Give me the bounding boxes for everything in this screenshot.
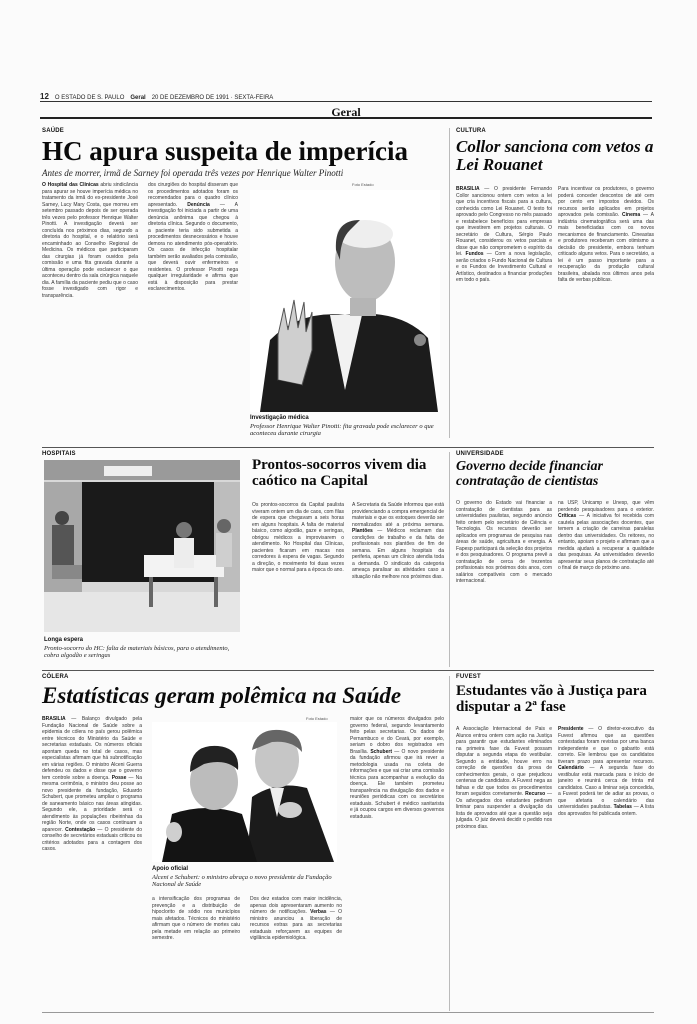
- prontos-body-column-1: Os prontos-socorros da Capital paulista viveram ontem um dia de caos, com filas de espera que chegavam a seis horas em alguns hospitais. A falta de material básico, como algodão, gaze e seringas, obrigou médicos a improvisarem o atendimento. No Hospital das Clínicas, pacientes ficaram em macas nos corredores à espera de vagas. Segundo a direção, o movimento foi duas vezes maior que o normal para a época do ano.: [252, 502, 344, 573]
- column-rule-bottom: [449, 676, 450, 1011]
- hc-caption-title: Investigação médica: [250, 415, 309, 421]
- cientistas-kicker: UNIVERSIDADE: [456, 451, 504, 457]
- row-rule-2: [42, 670, 654, 671]
- page-number: 12: [40, 92, 49, 101]
- hc-photo-pinotti: [250, 190, 440, 412]
- cientistas-body-column-2: na USP, Unicamp e Unesp, que vêm perdendo pesquisadores para o exterior. Críticas — A iniciativa foi recebida com cautela pelas associações docentes, que temem a criação de carreiras paralelas dentro das universidades. Os reitores, no entanto, apoiam o projeto e afirmam que a medida ajudará a recuperar a qualidade das pesquisas. As universidades deverão apresentar seus planos de contratação até o final de março do próximo ano.: [558, 500, 654, 571]
- hc-body-column-1: O Hospital das Clínicas abriu sindicância para apurar se houve imperícia médica no tratamento da irmã do ex-presidente José Sarney, Lucy Mary Costa, que morreu em setembro passado depois de ser operada três vezes pelo professor Henrique Walter Pinotti. A investigação deverá ser concluída nos próximos dias, segundo a diretoria do hospital, e o relatório será encaminhado ao Conselho Regional de Medicina. Os médicos que participaram das cirurgias já foram ouvidos pela comissão e uma fita gravada durante a última operação pode esclarecer o que aconteceu dentro da sala cirúrgica naquele dia. A família da paciente pediu que o caso fosse investigado com rigor e transparência.: [42, 182, 138, 299]
- masthead-paper-name: O ESTADO DE S. PAULO: [54, 95, 125, 101]
- estatisticas-caption: Alceni e Schubert: o ministro abraça o novo presidente da Fundação Nacional de Saúde: [152, 874, 332, 889]
- hc-dek: Antes de morrer, irmã de Sarney foi operada três vezes por Henrique Walter Pinotti: [42, 168, 344, 178]
- hc-kicker: SAÚDE: [42, 128, 65, 134]
- rouanet-body-column-1: BRASÍLIA — O presidente Fernando Collor sancionou ontem com vetos a lei que cria incentivos fiscais para a cultura, conhecida como Lei Rouanet. O texto foi aprovado pelo Congresso no mês passado e restabelece benefícios para empresas que investirem em projetos culturais. O secretário de Cultura, Sérgio Paulo Rouanet, considerou os vetos parciais e disse que não comprometem o espírito da lei. Fundos — Com a nova legislação, serão criados o Fundo Nacional de Cultura e os Fundos de Investimento Cultural e Artístico, destinados a financiar produções em todo o país.: [456, 186, 552, 283]
- estatisticas-body-column-4: maior que os números divulgados pelo governo federal, segundo levantamento feito pelas secretarias. Os dados de Pernambuco e do Ceará, por exemplo, seriam o dobro dos registrados em Brasília. Schubert — O novo presidente da fundação afirmou que irá rever a metodologia usada na coleta de informações e que vai criar uma comissão técnica para acompanhar a evolução da doença. Ele também prometeu transparência na divulgação dos dados e reuniões periódicas com os secretários estaduais. Schubert é médico sanitarista e já ocupou cargos em diversos governos estaduais.: [350, 716, 444, 820]
- fuvest-body-column-1: A Associação Internacional de Pais e Alunos entrou ontem com ação na Justiça para garantir que estudantes eliminados na primeira fase da Fuvest possam disputar a segunda etapa do vestibular. Segundo a entidade, houve erro na correção de questões da prova de conhecimentos gerais, o que prejudicou centenas de candidatos. A Fuvest nega as falhas e diz que todos os procedimentos foram seguidos corretamente. Recurso — Os advogados dos estudantes pediram liminar para suspender a divulgação da lista de aprovados até que a questão seja julgada. O juiz deverá decidir o pedido nos próximos dias.: [456, 726, 552, 830]
- prontos-caption-title: Longa espera: [44, 637, 84, 643]
- hc-headline: HC apura suspeita de imperícia: [42, 136, 409, 166]
- prontos-kicker: HOSPITAIS: [42, 451, 76, 457]
- estatisticas-body-column-2: a intensificação dos programas de prevenção e a distribuição de hipoclorito de sódio nos municípios mais afetados. Técnicos do ministério afirmam que o número de mortes caiu pela metade em relação ao primeiro semestre.: [152, 896, 240, 941]
- hc-body-column-2: dos cirurgiões do hospital disseram que os procedimentos adotados foram os recomendados para o quadro clínico apresentado. Denúncia — A investigação foi iniciada a partir de uma denúncia anônima que chegou à diretoria clínica. Segundo o documento, a paciente teria sido submetida a procedimentos desnecessários e houve demora no atendimento pós-operatório. Os casos de infecção hospitalar também serão avaliados pela comissão, que deverá ouvir enfermeiros e residentes. O professor Pinotti nega qualquer irregularidade e afirma que está à disposição para prestar esclarecimentos.: [148, 182, 238, 292]
- hc-photo-credit: Foto Estado: [352, 182, 374, 187]
- fuvest-body-column-2: Presidente — O diretor-executivo da Fuvest afirmou que as questões contestadas foram revistas por uma banca independente e que o gabarito está correto. Ele lembrou que os candidatos tiveram prazo para apresentar recursos. Calendário — A segunda fase do vestibular está marcada para o início de janeiro e reunirá cerca de trinta mil candidatos. Caso a liminar seja concedida, a Fuvest poderá ter de adiar as provas, o que afetaria o calendário das universidades paulistas. Tabelas — A lista dos aprovados foi publicada ontem.: [558, 726, 654, 817]
- prontos-body-column-2: A Secretaria da Saúde informou que está providenciando a compra emergencial de materiais e que os estoques deverão ser normalizados até a próxima semana. Plantões — Médicos reclamam das condições de trabalho e da falta de profissionais nos plantões de fim de semana. Em alguns hospitais da periferia, apenas um clínico atendia toda a demanda. O sindicato da categoria ameaça paralisar as atividades caso a situação não melhore nos próximos dias.: [352, 502, 444, 580]
- section-bar: [40, 103, 652, 119]
- masthead: [40, 92, 652, 102]
- fuvest-headline: Estudantes vão à Justiça para disputar a 2ª fase: [456, 683, 647, 715]
- masthead-date: 20 DE DEZEMBRO DE 1991 · SEXTA-FEIRA: [151, 95, 274, 101]
- estatisticas-body-column-3: Dos dez estados com maior incidência, apenas dois apresentaram aumento no número de notificações. Verbas — O ministro anunciou a liberação de recursos extras para as secretarias estaduais reforçarem as equipes de vigilância epidemiológica.: [250, 896, 342, 941]
- estatisticas-photo-alceni-schubert: [152, 722, 337, 862]
- cientistas-headline: Governo decide financiar contratação de cientistas: [456, 459, 603, 489]
- cientistas-body-column-1: O governo do Estado vai financiar a contratação de cientistas para as universidades paulistas, segundo anúncio feito ontem pelo secretário de Ciência e Tecnologia. Os recursos deverão ser aplicados em programas de pesquisa nas áreas de saúde, agricultura e energia. A Fapesp participará da seleção dos projetos e dos pesquisadores. O programa prevê a contratação de cerca de trezentos profissionais nos próximos dois anos, com salários compatíveis com o mercado internacional.: [456, 500, 552, 584]
- prontos-headline: Prontos-socorros vivem dia caótico na Capital: [252, 457, 427, 489]
- estatisticas-photo-credit: Foto Estado: [306, 716, 328, 721]
- estatisticas-headline: Estatísticas geram polêmica na Saúde: [42, 683, 402, 708]
- rouanet-kicker: CULTURA: [456, 128, 486, 134]
- section-title: Geral: [331, 105, 361, 119]
- fuvest-kicker: FUVEST: [456, 674, 481, 680]
- rouanet-body-column-2: Para incentivar os produtores, o governo poderá conceder descontos de até cem por cento em impostos devidos. Os recursos serão aplicados em projetos aprovados pela comissão. Cinema — A indústria cinematográfica será uma das mais beneficiadas com os novos mecanismos de financiamento. Cineastas e produtores receberam com otimismo a decisão do presidente, embora tenham criticado alguns vetos. Para o secretário, a lei é um passo importante para a recuperação da produção cultural brasileira, abalada nos últimos anos pela falta de verbas públicas.: [558, 186, 654, 283]
- estatisticas-kicker: CÓLERA: [42, 674, 69, 680]
- prontos-caption: Pronto-socorro do HC: falta de materiais básicos, para o atendimento, cobra algodão e seringas: [44, 645, 230, 660]
- prontos-photo-hospital: [44, 460, 240, 632]
- column-rule-middle: [449, 452, 450, 667]
- masthead-section: Geral: [130, 95, 146, 101]
- column-rule-top: [449, 128, 450, 438]
- estatisticas-caption-title: Apoio oficial: [152, 866, 188, 872]
- row-rule-1: [42, 447, 654, 448]
- bottom-rule: [42, 1012, 654, 1013]
- hc-caption: Professor Henrique Walter Pinotti: fita gravada pode esclarecer o que aconteceu durante cirurgia: [250, 423, 434, 438]
- estatisticas-body-column-1: BRASÍLIA — Balanço divulgado pela Fundação Nacional de Saúde sobre a epidemia de cólera no país gerou polêmica entre técnicos do Ministério da Saúde e secretarias estaduais. Os números oficiais apontam queda no total de casos, mas especialistas afirmam que há subnotificação em várias regiões. O ministro Alceni Guerra defendeu os dados e disse que o governo tem controle sobre a doença. Posse — Na mesma cerimônia, o ministro deu posse ao novo presidente da fundação, Eduardo Schubert, que prometeu ampliar o programa de saneamento básico nas áreas atingidas. Segundo ele, a prioridade será o atendimento às populações ribeirinhas da região Norte, onde os casos continuam a aparecer. Contestação — O presidente do conselho de secretários estaduais criticou os critérios adotados para a contagem dos casos.: [42, 716, 142, 852]
- rouanet-headline: Collor sanciona com vetos a Lei Rouanet: [456, 137, 654, 174]
